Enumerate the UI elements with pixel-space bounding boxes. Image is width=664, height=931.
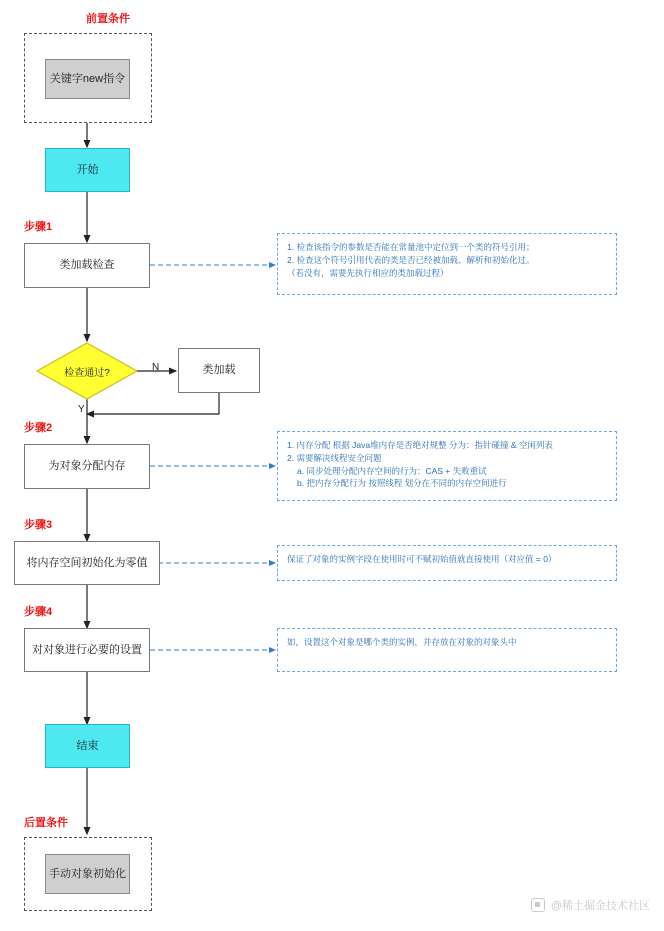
- precondition-title: 前置条件: [86, 13, 130, 25]
- note-3-line-1: 保证了对象的实例字段在使用时可不赋初始值就直接使用（对应值 = 0）: [287, 554, 557, 564]
- decision-label: 检查通过?: [64, 367, 110, 379]
- node-class-load[interactable]: 类加载: [178, 348, 260, 393]
- step-label-2: 步骤2: [24, 422, 53, 434]
- node-start[interactable]: 开始: [45, 148, 130, 192]
- node-necessary-settings[interactable]: 对对象进行必要的设置: [24, 628, 150, 672]
- postcondition-title: 后置条件: [24, 817, 68, 829]
- step-label-1: 步骤1: [24, 221, 53, 233]
- note-2: [277, 431, 617, 501]
- step-label-3: 步骤3: [24, 519, 53, 531]
- node-init-zero[interactable]: 将内存空间初始化为零值: [14, 541, 160, 585]
- note-2-line-1: 1. 内存分配 根据 Java堆内存是否绝对规整 分为：指针碰撞 & 空闲列表: [287, 440, 553, 450]
- node-class-load-check[interactable]: 类加载检查: [24, 243, 150, 288]
- note-4: [277, 628, 617, 672]
- node-manual-init[interactable]: 手动对象初始化: [45, 854, 130, 894]
- branch-label-no: N: [152, 362, 160, 373]
- note-3: [277, 545, 617, 581]
- note-1: [277, 233, 617, 295]
- watermark-text: @稀土掘金技术社区: [550, 900, 650, 912]
- note-2-line-4: b. 把内存分配行为 按照线程 划分在不同的内存空间进行: [297, 478, 507, 489]
- note-1-line-3: （若没有，需要先执行相应的类加载过程）: [287, 267, 449, 278]
- note-2-line-2: 2. 需要解决线程安全问题: [287, 452, 382, 463]
- watermark-logo-icon: [531, 898, 545, 912]
- node-end[interactable]: 结束: [45, 724, 130, 768]
- node-decision-check-passed[interactable]: [37, 343, 137, 399]
- note-1-line-2: 2. 检查这个符号引用代表的类是否已经被加载、解析和初始化过。: [287, 254, 535, 265]
- note-2-line-3: a. 同步处理分配内存空间的行为：CAS + 失败重试: [297, 465, 487, 476]
- node-allocate-memory[interactable]: 为对象分配内存: [24, 444, 150, 489]
- step-label-4: 步骤4: [24, 606, 53, 618]
- note-1-line-1: 1. 检查该指令的参数是否能在常量池中定位到一个类的符号引用；: [287, 242, 535, 252]
- node-new-keyword[interactable]: 关键字new指令: [45, 59, 130, 99]
- note-4-line-1: 如，设置这个对象是哪个类的实例，并存放在对象的对象头中: [287, 637, 517, 647]
- watermark: [531, 897, 650, 913]
- branch-label-yes: Y: [78, 404, 85, 415]
